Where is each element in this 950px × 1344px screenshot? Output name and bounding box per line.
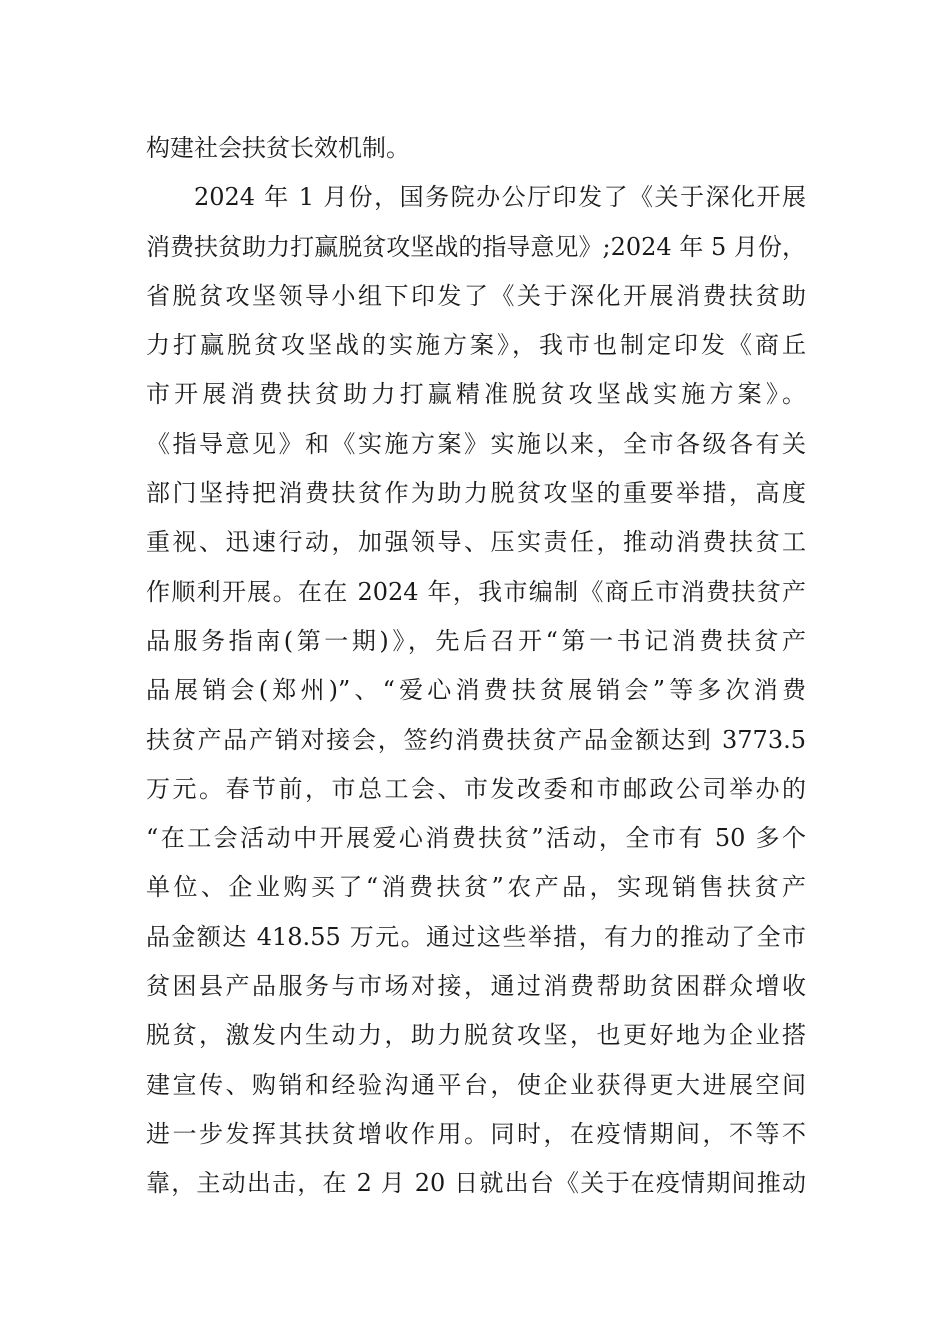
text-line: 2024 年 1 月份，国务院办公厅印发了《关于深化开展	[194, 183, 806, 212]
text-line: 进一步发挥其扶贫增收作用。同时，在疫情期间，不等不	[146, 1119, 806, 1148]
text-line: 贫困县产品服务与市场对接，通过消费帮助贫困群众增收	[146, 972, 806, 1001]
text-line: 力打赢脱贫攻坚战的实施方案》，我市也制定印发《商丘	[146, 331, 806, 360]
text-line: 品金额达 418.55 万元。通过这些举措，有力的推动了全市	[146, 922, 806, 951]
text-line: 作顺利开展。在在 2024 年，我市编制《商丘市消费扶贫产	[146, 577, 806, 606]
text-line: 品服务指南(第一期)》，先后召开“第一书记消费扶贫产	[146, 626, 806, 655]
text-line: 消费扶贫助力打赢脱贫攻坚战的指导意见》;2024 年 5 月份，	[146, 232, 806, 261]
text-line: 重视、迅速行动，加强领导、压实责任，推动消费扶贫工	[146, 528, 806, 557]
text-line: 建宣传、购销和经验沟通平台，使企业获得更大进展空间	[146, 1070, 806, 1099]
text-line: 部门坚持把消费扶贫作为助力脱贫攻坚的重要举措，高度	[146, 479, 806, 508]
text-line: 单位、企业购买了“消费扶贫”农产品，实现销售扶贫产	[146, 873, 806, 902]
text-line: 构建社会扶贫长效机制。	[146, 134, 410, 162]
text-line: 脱贫，激发内生动力，助力脱贫攻坚，也更好地为企业搭	[146, 1021, 806, 1050]
text-line: 扶贫产品产销对接会，签约消费扶贫产品金额达到 3773.5	[146, 725, 806, 754]
text-line: 品展销会(郑州)”、“爱心消费扶贫展销会”等多次消费	[146, 676, 806, 705]
text-line: 万元。春节前，市总工会、市发改委和市邮政公司举办的	[146, 774, 806, 803]
body-text	[146, 124, 806, 1209]
text-line: 靠，主动出击，在 2 月 20 日就出台《关于在疫情期间推动	[146, 1169, 806, 1198]
text-line: “在工会活动中开展爱心消费扶贫”活动，全市有 50 多个	[146, 824, 806, 853]
text-line: 《指导意见》和《实施方案》实施以来，全市各级各有关	[146, 429, 806, 458]
text-line: 市开展消费扶贫助力打赢精准脱贫攻坚战实施方案》。	[146, 380, 806, 409]
text-line: 省脱贫攻坚领导小组下印发了《关于深化开展消费扶贫助	[146, 281, 806, 310]
